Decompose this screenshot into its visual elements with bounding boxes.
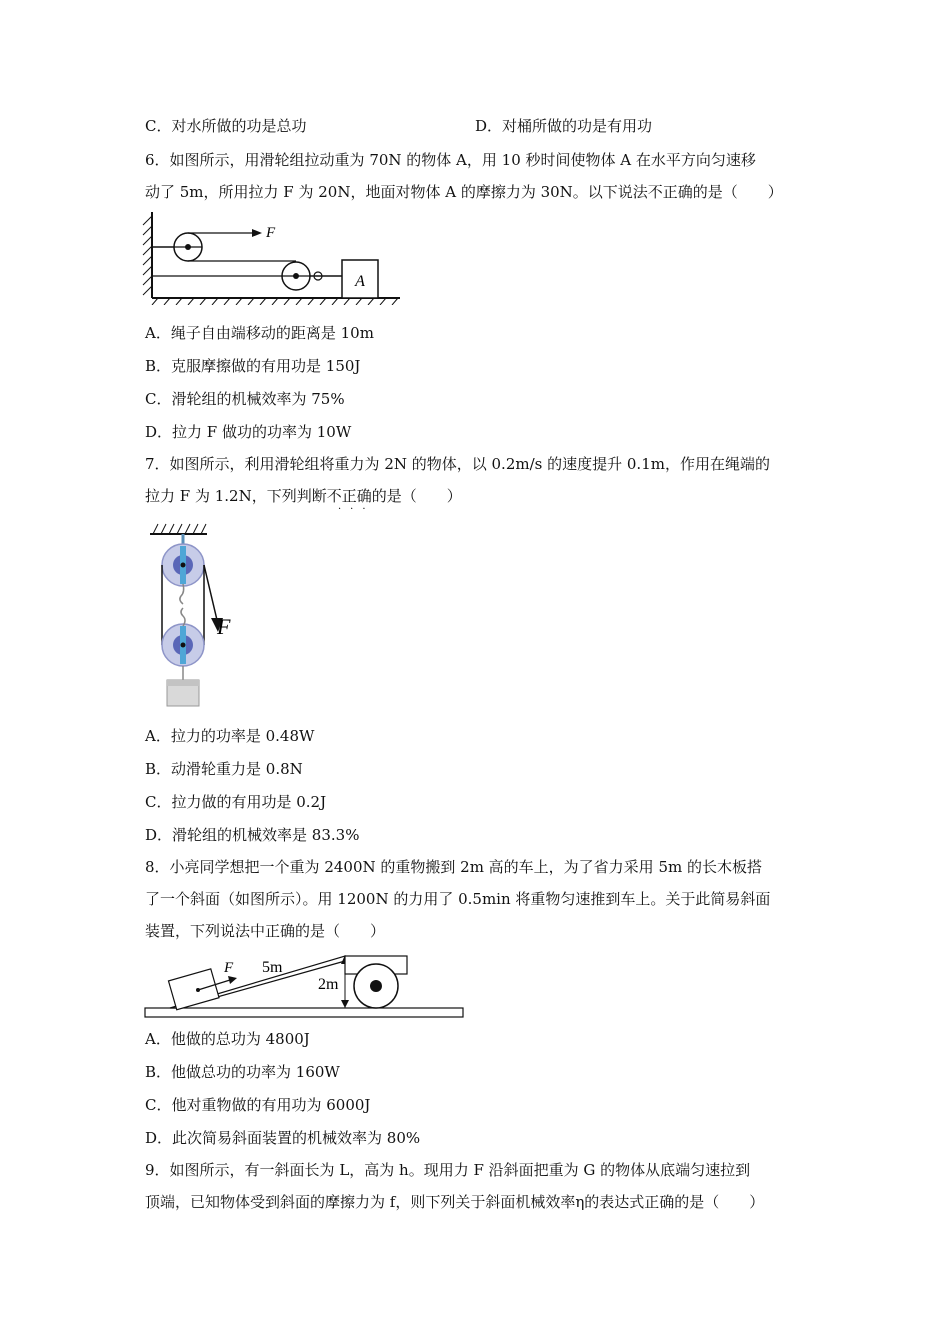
q6-text-line2: 动了 5m，所用拉力 F 为 20N，地面对物体 A 的摩擦力为 30N。以下说法不正确的是（ ）: [145, 183, 783, 201]
option-c-prev: C．对水所做的功是总功: [145, 117, 307, 135]
q6-block-label: A: [355, 273, 365, 290]
q8-option-b: B．他做总功的功率为 160W: [145, 1063, 340, 1081]
q7-emphasis-marks: ···: [338, 504, 375, 515]
q7-option-d: D．滑轮组的机械效率是 83.3%: [145, 826, 360, 844]
q9-text-line1: 9．如图所示，有一斜面长为 L，高为 h。现用力 F 沿斜面把重为 G 的物体从底端匀速拉到: [145, 1161, 751, 1179]
q6-option-d: D．拉力 F 做功的功率为 10W: [145, 423, 352, 441]
q6-option-a: A．绳子自由端移动的距离是 10m: [145, 324, 374, 342]
q8-length-label: 5m: [262, 959, 283, 976]
q6-option-c: C．滑轮组的机械效率为 75%: [145, 390, 345, 408]
q7-text-line2: 拉力 F 为 1.2N，下列判断不正确的是（ ）: [145, 487, 462, 505]
q7-option-a: A．拉力的功率是 0.48W: [145, 727, 315, 745]
q8-text-line2: 了一个斜面（如图所示）。用 1200N 的力用了 0.5min 将重物匀速推到车上。关于此简易斜面: [145, 890, 771, 908]
q6-pulley-figure: [140, 210, 405, 305]
q7-option-c: C．拉力做的有用功是 0.2J: [145, 793, 327, 811]
q8-option-a: A．他做的总功为 4800J: [145, 1030, 310, 1048]
q8-text-line1: 8．小亮同学想把一个重为 2400N 的重物搬到 2m 高的车上，为了省力采用 5m 的长木板搭: [145, 858, 762, 876]
q8-text-line3: 装置，下列说法中正确的是（ ）: [145, 922, 386, 940]
q7-option-b: B．动滑轮重力是 0.8N: [145, 760, 303, 778]
q9-text-line2: 顶端，已知物体受到斜面的摩擦力为 f，则下列关于斜面机械效率η的表达式正确的是（ ）: [145, 1193, 765, 1211]
q6-force-label: F: [266, 225, 276, 241]
option-d-prev: D．对桶所做的功是有用功: [475, 117, 653, 135]
q6-option-b: B．克服摩擦做的有用功是 150J: [145, 357, 361, 375]
q8-height-label: 2m: [318, 976, 339, 993]
q8-option-c: C．他对重物做的有用功为 6000J: [145, 1096, 371, 1114]
q8-force-label: F: [224, 960, 234, 976]
q7-text-line1: 7．如图所示，利用滑轮组将重力为 2N 的物体，以 0.2m/s 的速度提升 0.1m，作用在绳端的: [145, 455, 770, 473]
q8-option-d: D．此次简易斜面装置的机械效率为 80%: [145, 1129, 421, 1147]
q6-text-line1: 6．如图所示，用滑轮组拉动重为 70N 的物体 A，用 10 秒时间使物体 A 在水平方向匀速移: [145, 151, 756, 169]
q7-force-label: F: [217, 614, 231, 639]
q8-incline-figure: [140, 950, 470, 1022]
q7-pulley-figure: [145, 520, 255, 710]
